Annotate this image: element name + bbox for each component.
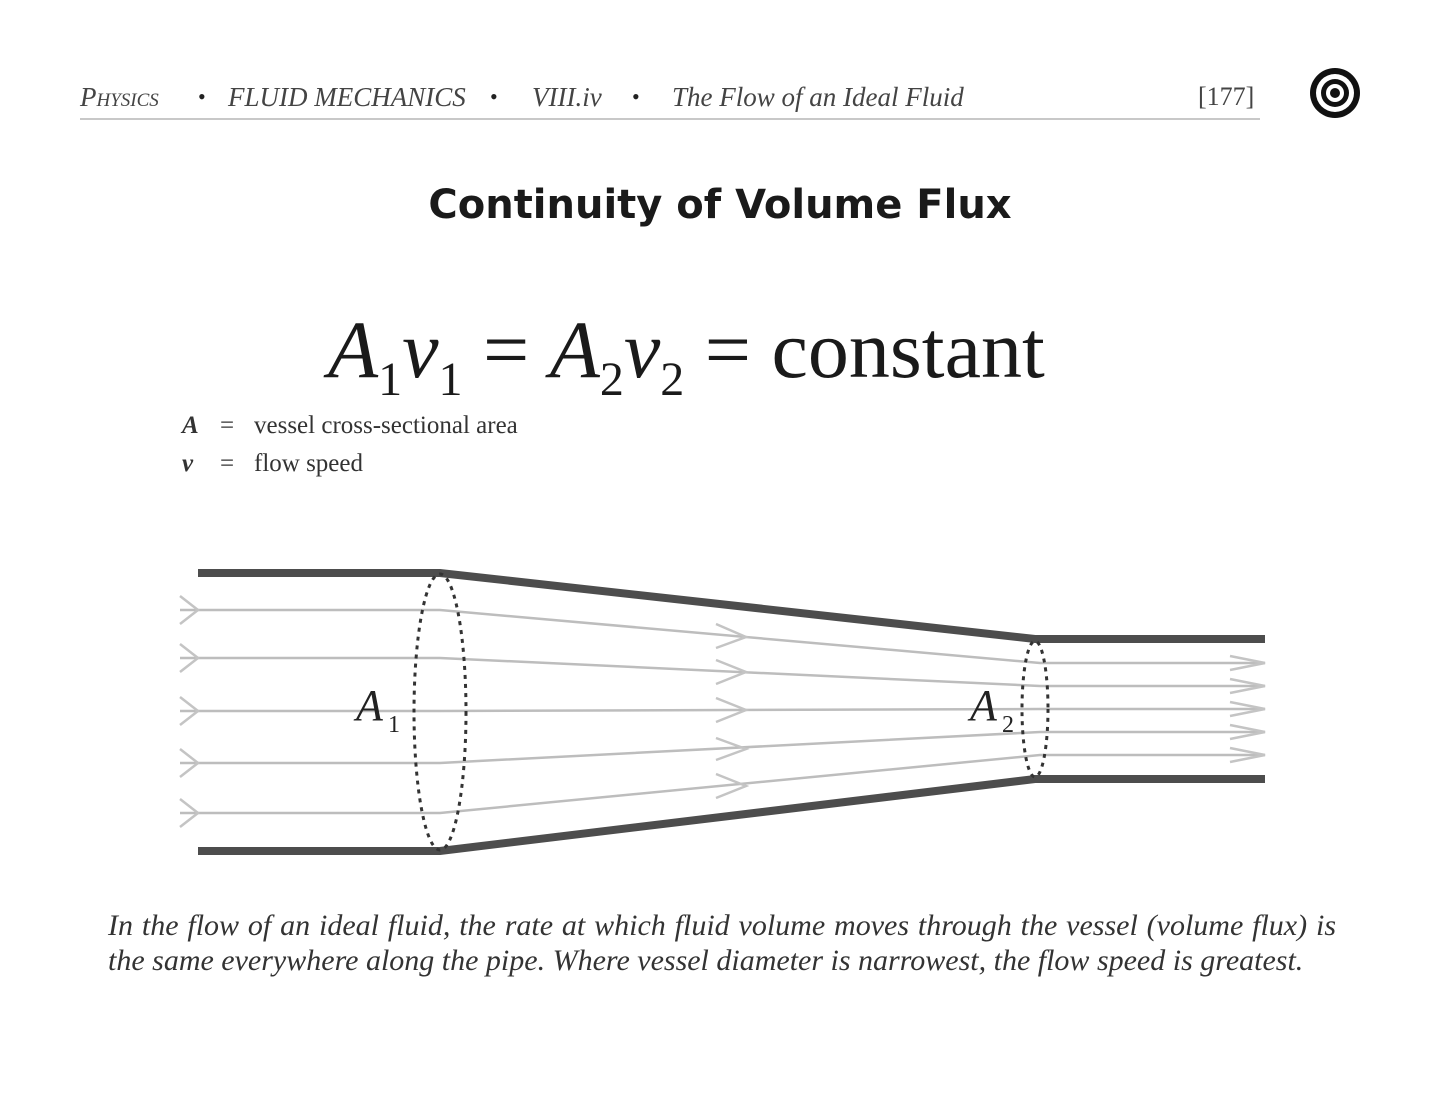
definition-text: vessel cross-sectional area <box>254 412 518 439</box>
pipe-flow-diagram <box>0 540 1440 880</box>
target-icon[interactable] <box>1308 66 1362 120</box>
pipe-wall-top <box>198 573 1265 639</box>
definition-equals: = <box>220 412 235 439</box>
streamline <box>180 709 1265 711</box>
eq-area-symbol: A <box>549 304 600 395</box>
header-subject: Physics <box>80 82 159 112</box>
definition-row <box>178 450 778 488</box>
slide-title: Continuity of Volume Flux <box>428 182 1012 228</box>
eq-subscript: 1 <box>378 353 403 406</box>
eq-subscript: 2 <box>599 353 624 406</box>
definition-symbol: v <box>182 450 194 477</box>
eq-subscript: 1 <box>438 353 463 406</box>
eq-speed-symbol: v <box>623 304 661 395</box>
eq-speed-symbol: v <box>402 304 439 395</box>
header-topic: FLUID MECHANICS <box>228 82 466 112</box>
label-a1-subscript: 1 <box>388 712 400 738</box>
header-separator: • <box>198 84 206 109</box>
page-number: [177] <box>1198 82 1255 111</box>
definition-symbol: A <box>182 412 199 439</box>
label-a2-subscript: 2 <box>1002 712 1014 738</box>
definition-row <box>178 412 778 450</box>
header-section: VIII.iv <box>532 82 602 112</box>
label-a1: A <box>356 681 383 730</box>
header-subsection: The Flow of an Ideal Fluid <box>672 82 964 112</box>
pipe-wall-bottom <box>198 779 1265 851</box>
eq-subscript: 2 <box>660 353 685 406</box>
page-header <box>80 78 1260 120</box>
eq-equals: = <box>704 304 751 395</box>
header-separator: • <box>490 84 498 109</box>
eq-constant: constant <box>771 304 1045 395</box>
definition-equals: = <box>220 450 235 477</box>
caption: In the flow of an ideal fluid, the rate at which fluid volume moves through the vessel (volume flux) is the same everywhere along the pipe. Where vessel diameter is narrowest, the flow speed is greatest. <box>108 909 1336 977</box>
definition-text: flow speed <box>254 450 363 477</box>
eq-equals: = <box>483 304 530 395</box>
continuity-equation <box>328 300 1045 406</box>
eq-area-symbol: A <box>328 304 379 395</box>
label-a2: A <box>970 681 997 730</box>
definitions-list <box>178 412 778 488</box>
header-separator: • <box>632 84 640 109</box>
